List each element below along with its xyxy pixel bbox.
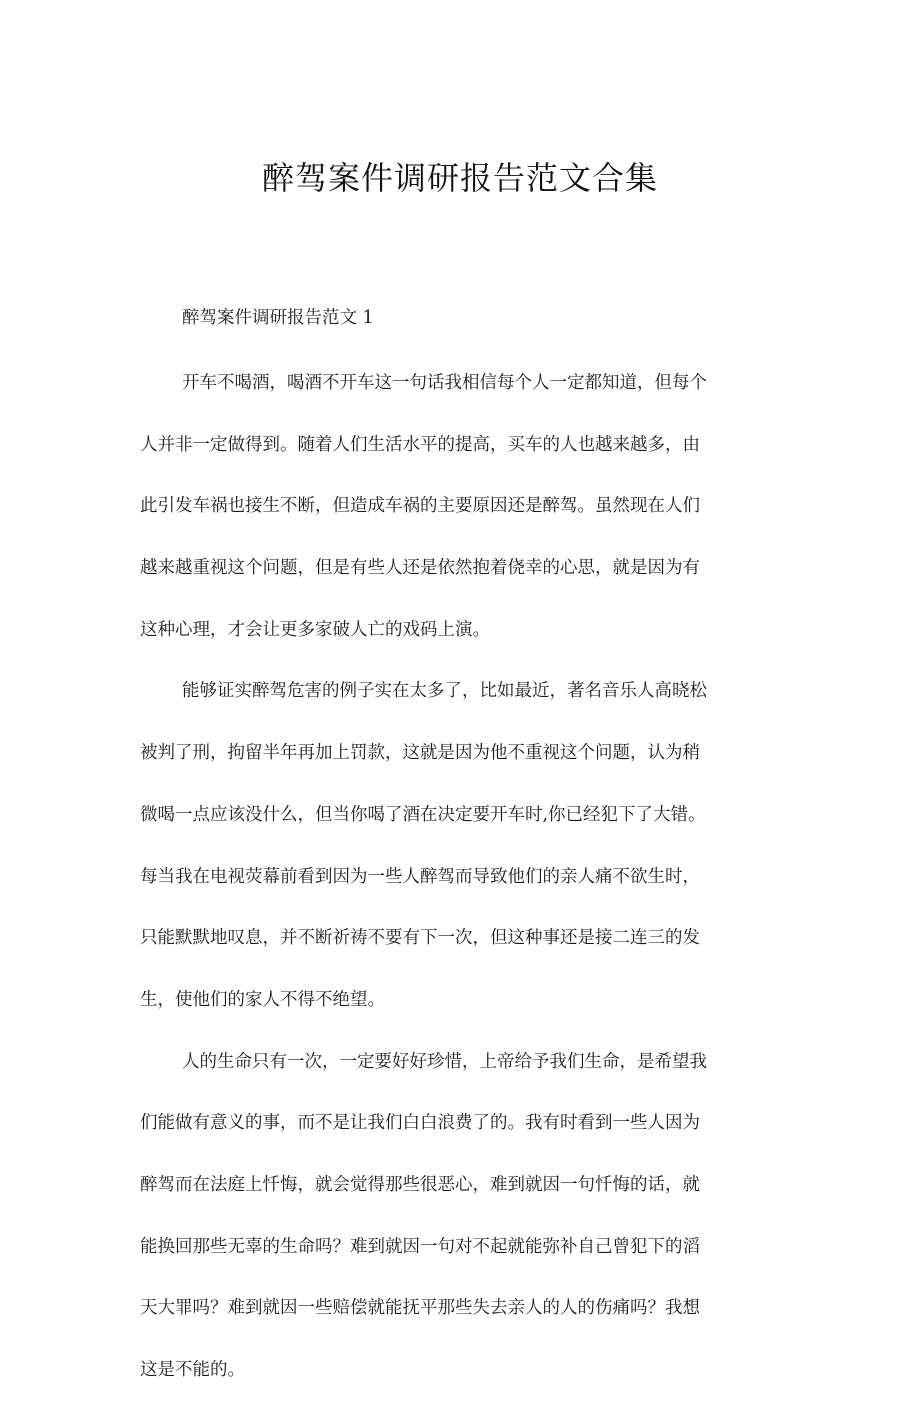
paragraph-line: 醉驾而在法庭上忏悔，就会觉得那些很恶心，难到就因一句忏悔的话，就 — [140, 1174, 700, 1195]
paragraph-line: 人的生命只有一次，一定要好好珍惜，上帝给予我们生命，是希望我 — [182, 1051, 707, 1072]
paragraph-line: 每当我在电视荧幕前看到因为一些人醉驾而导致他们的亲人痛不欲生时， — [140, 866, 700, 887]
paragraph-line: 能够证实醉驾危害的例子实在太多了，比如最近，著名音乐人高晓松 — [182, 681, 707, 702]
paragraph-line: 这种心理，才会让更多家破人亡的戏码上演。 — [140, 619, 490, 640]
paragraph-line: 此引发车祸也接生不断，但造成车祸的主要原因还是醉驾。虽然现在人们 — [140, 496, 700, 517]
paragraph-line: 开车不喝酒，喝酒不开车这一句话我相信每个人一定都知道，但每个 — [182, 373, 707, 393]
paragraph-3 — [140, 1032, 802, 1402]
section-heading: 醉驾案件调研报告范文 1 — [182, 308, 374, 328]
paragraph-line: 微喝一点应该没什么，但当你喝了酒在决定要开车时,你已经犯下了大错。 — [140, 804, 706, 825]
paragraph-line: 被判了刑，拘留半年再加上罚款，这就是因为他不重视这个问题，认为稍 — [140, 743, 700, 764]
paragraph-line: 生，使他们的家人不得不绝望。 — [140, 989, 385, 1010]
document-body — [140, 300, 802, 1402]
paragraph-line: 越来越重视这个问题，但是有些人还是依然抱着侥幸的心思，就是因为有 — [140, 558, 700, 579]
paragraph-line: 只能默默地叹息，并不断祈祷不要有下一次，但这种事还是接二连三的发 — [140, 928, 700, 949]
paragraph-line: 能换回那些无辜的生命吗？难到就因一句对不起就能弥补自己曾犯下的滔 — [140, 1236, 700, 1257]
document-title: 醉驾案件调研报告范文合集 — [261, 159, 658, 197]
paragraph-line: 天大罪吗？难到就因一些赔偿就能抚平那些失去亲人的人的伤痛吗？我想 — [140, 1298, 700, 1319]
paragraph-1 — [140, 353, 802, 661]
paragraph-2 — [140, 661, 802, 1031]
paragraph-line: 们能做有意义的事，而不是让我们白白浪费了的。我有时看到一些人因为 — [140, 1113, 700, 1134]
paragraph-line: 这是不能的。 — [140, 1360, 245, 1380]
paragraph-line: 人并非一定做得到。随着人们生活水平的提高，买车的人也越来越多，由 — [140, 434, 700, 455]
